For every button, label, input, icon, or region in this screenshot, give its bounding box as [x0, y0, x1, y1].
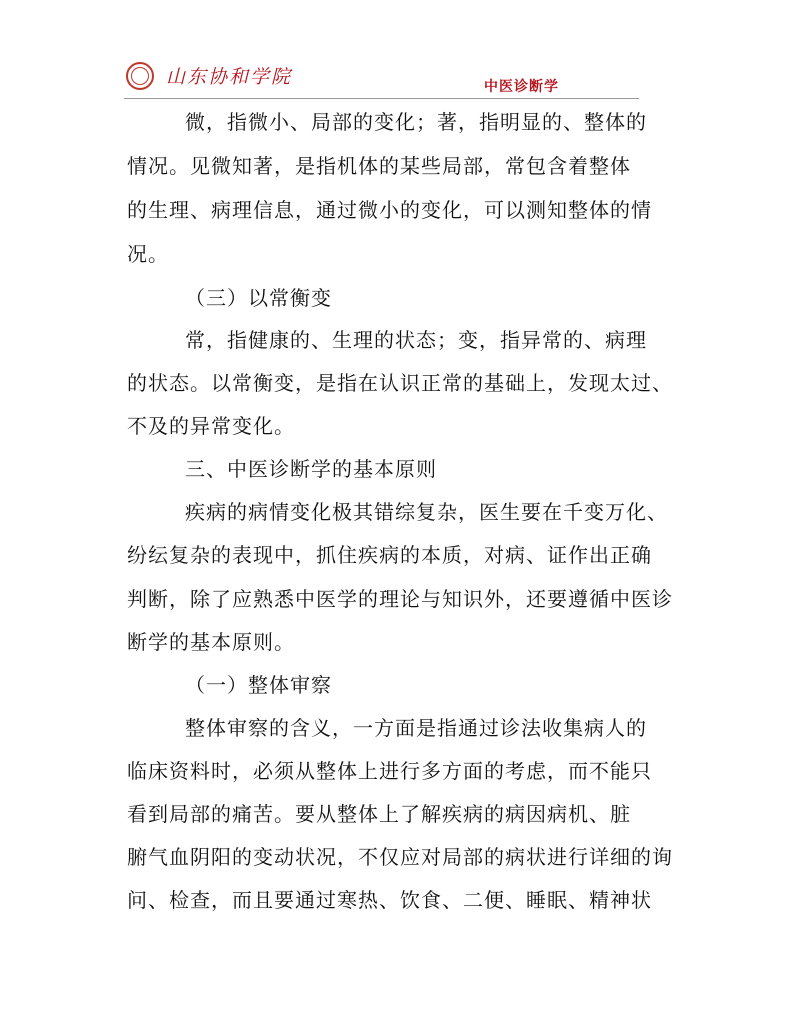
text-line: 常，指健康的、生理的状态；变，指异常的、病理: [185, 328, 647, 352]
header-divider: [124, 98, 639, 99]
text-line: 微，指微小、局部的变化；著，指明显的、整体的: [185, 110, 647, 134]
text-line: 判断，除了应熟悉中医学的理论与知识外，还要遵循中医诊: [127, 587, 673, 611]
page-header: [124, 56, 639, 100]
text-line: 的生理、病理信息，通过微小的变化，可以测知整体的情: [127, 198, 652, 222]
section-heading: （三）以常衡变: [185, 286, 332, 310]
text-line: 疾病的病情变化极其错综复杂，医生要在千变万化、: [185, 500, 668, 524]
text-line: 腑气血阴阳的变动状况，不仅应对局部的病状进行详细的询: [127, 845, 673, 869]
school-seal-logo-icon: [126, 62, 154, 90]
text-line: 断学的基本原则。: [127, 630, 295, 654]
section-heading: 三、中医诊断学的基本原则: [185, 457, 437, 481]
text-line: 看到局部的痛苦。要从整体上了解疾病的病因病机、脏: [127, 802, 631, 826]
text-line: 情况。见微知著，是指机体的某些局部，常包含着整体: [127, 154, 631, 178]
text-line: 况。: [127, 242, 169, 266]
text-line: 临床资料时，必须从整体上进行多方面的考虑，而不能只: [127, 759, 652, 783]
text-line: 纷纭复杂的表现中，抓住疾病的本质，对病、证作出正确: [127, 543, 652, 567]
institution-name-logo: 山东协和学院: [166, 66, 293, 88]
text-line: 不及的异常变化。: [127, 414, 295, 438]
text-line: 整体审察的含义，一方面是指通过诊法收集病人的: [185, 716, 647, 740]
text-line: 的状态。以常衡变，是指在认识正常的基础上，发现太过、: [127, 371, 673, 395]
course-title: 中医诊断学: [484, 79, 559, 95]
text-line: 问、检查，而且要通过寒热、饮食、二便、睡眠、精神状: [127, 888, 652, 912]
section-heading: （一）整体审察: [185, 673, 332, 697]
